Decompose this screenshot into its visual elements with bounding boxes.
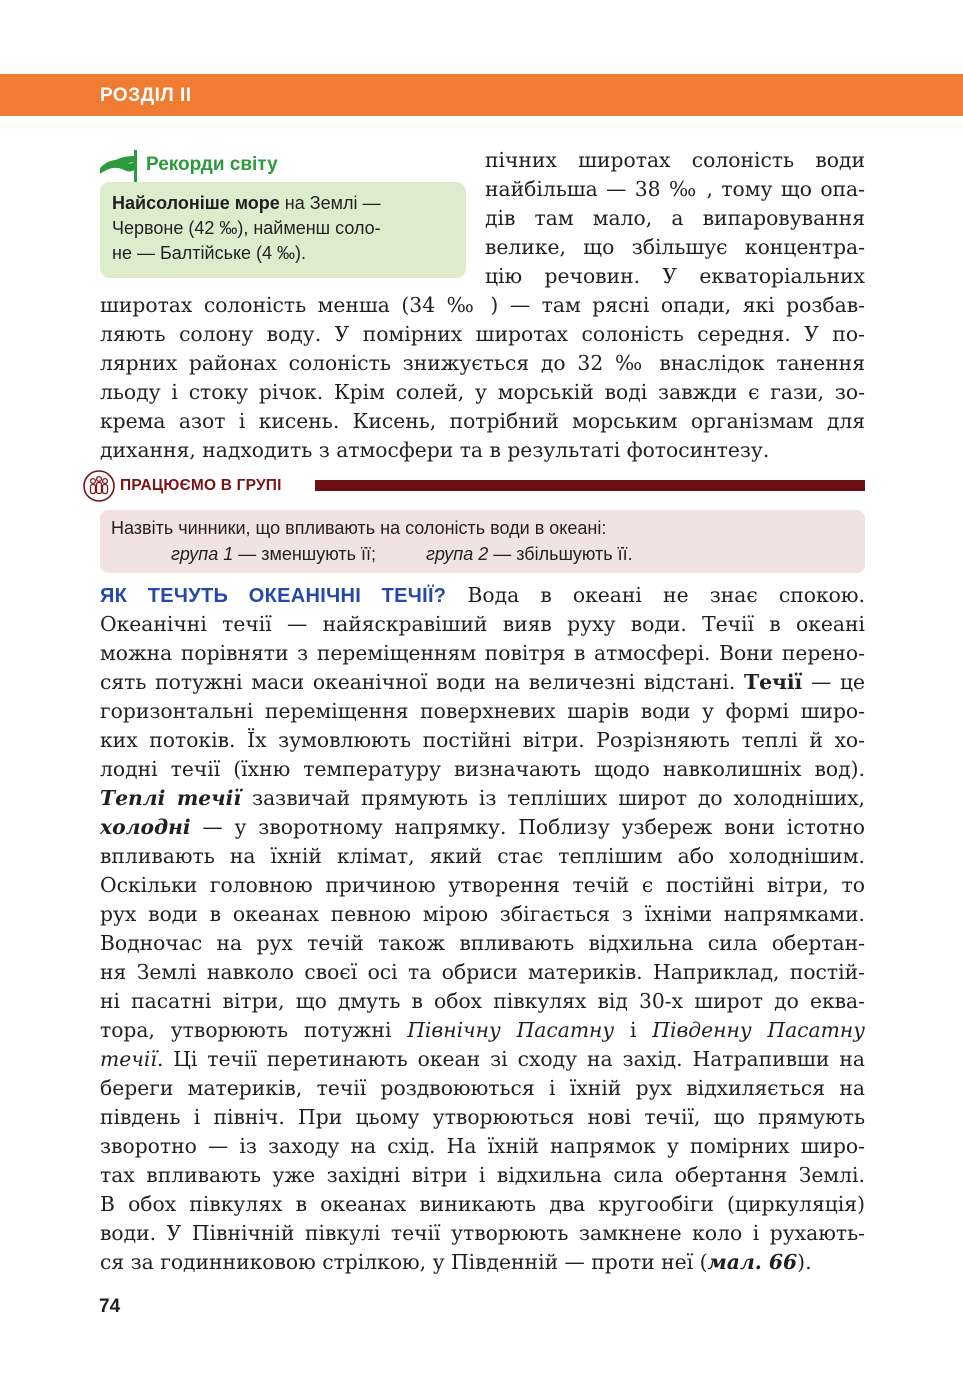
- records-bold-lead: Найсолоніше море: [112, 193, 280, 213]
- text-line: ЯК ТЕЧУТЬ ОКЕАНІЧНІ ТЕЧІЇ? Вода в океані не знає спокою.: [100, 583, 865, 607]
- term-warm-currents: Теплі течії: [100, 786, 242, 810]
- text-line: Теплі течії зазвичай прямують із тепліших широт до холодніших,: [100, 786, 865, 810]
- text-line: горизонтальні переміщення поверхневих шарів води у формі широ-: [100, 699, 865, 723]
- group1-label: група 1: [171, 544, 234, 564]
- text-line: зворотно — із заходу на схід. На їхній напрямок у помірних широ-: [100, 1134, 865, 1158]
- body-text-right-column: [485, 146, 865, 291]
- group-work-heading: [82, 470, 865, 502]
- records-line-3: не — Балтійське (4 ‰).: [112, 243, 307, 263]
- text-line: ся за годинниковою стрілкою, у Південній — проти неї (мал. 66).: [100, 1250, 812, 1274]
- text-line: Водночас на рух течій також впливають відхильна сила обертан-: [100, 931, 865, 955]
- records-line-2: Червоне (42 ‰), найменш соло-: [112, 218, 381, 238]
- text-line: ких потоків. Їх зумовлюють постійні вітри. Розрізняють теплі й хо-: [100, 728, 865, 752]
- text-line: ня Землі навколо своєї осі та обриси материків. Наприклад, постій-: [100, 960, 865, 984]
- text-line: цію речовин. У екваторіальних: [485, 264, 865, 288]
- group2-label: група 2: [426, 544, 489, 564]
- page-number: 74: [99, 1296, 121, 1317]
- text-line: ні пасатні вітри, що дмуть в обох півкулях від 30-х широт до еква-: [100, 989, 865, 1013]
- text-line: лодні течії (їхню температуру визначають щодо навколишніх вод).: [100, 757, 865, 781]
- text-line: найбільша — 38 ‰ , тому що опа-: [485, 177, 865, 201]
- text-line: дихання, надходить з атмосфери та в результаті фотосинтезу.: [100, 438, 770, 462]
- text-line: широтах солоність менша (34 ‰ ) — там рясні опади, які розбав-: [100, 293, 865, 317]
- text-line: води. У Північній півкулі течії утворюють замкнене коло і рухають-: [100, 1221, 865, 1245]
- text-line: тора, утворюють потужні Північну Пасатну і Південну Пасатну: [100, 1018, 865, 1042]
- text-line: крема азот і кисень. Кисень, потрібний морським організмам для: [100, 409, 865, 433]
- group-work-title: ПРАЦЮЄМО В ГРУПІ: [120, 477, 282, 494]
- text-line: тах впливають уже західні вітри і відхильна сила обертання Землі.: [100, 1163, 865, 1187]
- text-line: сять потужні маси океанічної води на величезні відстані. Течії — це: [100, 670, 865, 694]
- text-line: впливають на їхній клімат, який стає теплішим або холоднішим.: [100, 844, 865, 868]
- body-text-salinity: [100, 291, 865, 465]
- records-line-1: Найсолоніше море на Землі —: [112, 193, 381, 213]
- text-line: Океанічні течії — найяскравіший вияв руху води. Течії в океані: [100, 612, 865, 636]
- text-line: можна порівняти з переміщенням повітря в атмосфері. Вони перено-: [100, 641, 865, 665]
- text-line: холодні — у зворотному напрямку. Поблизу узбереж вони істотно: [100, 815, 865, 839]
- text-line: пічних широтах солоність води: [485, 148, 865, 172]
- section-heading-currents: ЯК ТЕЧУТЬ ОКЕАНІЧНІ ТЕЧІЇ?: [100, 585, 447, 607]
- group-task: Назвіть чинники, що впливають на солоність води в океані:: [111, 518, 607, 538]
- text-line: дів там мало, а випаровування: [485, 206, 865, 230]
- text-line: Оскільки головною причиною утворення течій є постійні вітри, то: [100, 873, 865, 897]
- text-line: течії. Ці течії перетинають океан зі сходу на захід. Натрапивши на: [100, 1047, 865, 1071]
- south-trade-current: Південну Пасатну: [652, 1018, 865, 1042]
- body-text-currents: [100, 581, 865, 1277]
- text-line: велике, що збільшує концентра-: [485, 235, 865, 259]
- records-box: [100, 182, 466, 278]
- section-label: РОЗДІЛ II: [100, 85, 192, 106]
- term-cold-currents: холодні: [100, 815, 191, 839]
- text-line: лярних районах солоність знижується до 32 ‰ внаслідок танення: [100, 351, 865, 375]
- text-line: південь і північ. При цьому утворюються нові течії, що прямують: [100, 1105, 865, 1129]
- north-trade-current: Північну Пасатну: [407, 1018, 615, 1042]
- text-line: льоду і стоку річок. Крім солей, у морській воді завжди є гази, зо-: [100, 380, 865, 404]
- group-work-rule: [315, 480, 865, 491]
- section-header-bar: [0, 74, 963, 116]
- term-currents: Течії: [744, 670, 803, 694]
- group-work-box: [100, 510, 865, 573]
- text-line: ляють солону воду. У помірних широтах солоність середня. У по-: [100, 322, 865, 346]
- group-people-icon: [82, 470, 116, 502]
- group-assignments: група 1 — зменшують її; група 2 — збільшують її.: [171, 544, 633, 564]
- figure-reference: мал. 66: [707, 1250, 798, 1274]
- flag-icon: [100, 150, 142, 184]
- records-title: Рекорди світу: [146, 154, 278, 175]
- records-heading: [100, 150, 400, 184]
- text-line: В обох півкулях в океанах виникають два кругообіги (циркуляція): [100, 1192, 865, 1216]
- text-line: рух води в океанах певною мірою збігається з їхніми напрямками.: [100, 902, 865, 926]
- text-line: береги материків, течії роздвоюються і їхній рух відхиляється на: [100, 1076, 865, 1100]
